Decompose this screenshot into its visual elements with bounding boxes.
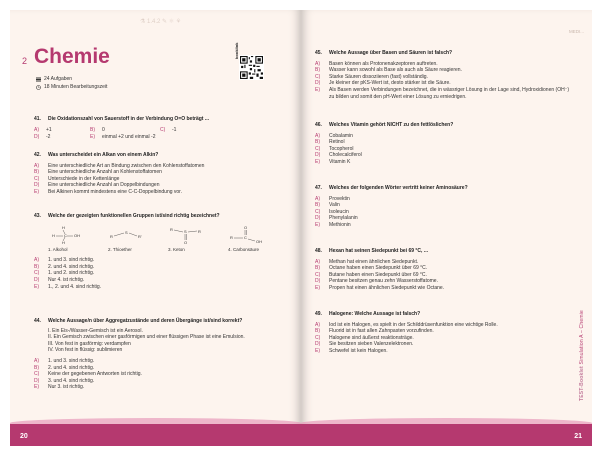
- left-page: [10, 10, 301, 446]
- answer-options: [34, 134, 284, 141]
- answer-options: [315, 61, 577, 101]
- svg-text:S: S: [125, 229, 128, 235]
- answer-options: [315, 259, 577, 292]
- answer-option[interactable]: B) Wasser kann sowohl als Base als auch als Säure reagieren.: [315, 67, 462, 74]
- answer-options: [34, 163, 289, 196]
- answer-option[interactable]: E) Bei Alkinen kommt mindestens eine C-C-Doppelbindung vor.: [34, 188, 182, 195]
- question-48: [315, 248, 577, 292]
- answer-option[interactable]: E) Nur 3. ist richtig.: [34, 384, 85, 391]
- answer-option[interactable]: A) Cobalamin: [315, 132, 353, 139]
- structure-carboxylic-acid: [228, 225, 280, 254]
- option-text[interactable]: -1: [172, 126, 177, 133]
- question-number: 44.: [34, 318, 41, 324]
- answer-option[interactable]: B) 2. und 4. sind richtig.: [34, 364, 95, 371]
- carboxylic-acid-structure-icon: [228, 225, 268, 245]
- answer-option[interactable]: B) Retinol: [315, 139, 345, 146]
- statement: IV. Von fest in flüssig: sublimieren: [48, 347, 123, 354]
- question-number: 47.: [315, 185, 322, 191]
- answer-option[interactable]: A) Eine unterschiedliche Art an Bindung zwischen den Kohlenstoffatomen: [34, 162, 205, 169]
- answer-option[interactable]: B) Octane haben einen Siedepunkt über 69 °C.: [315, 265, 428, 272]
- answer-option[interactable]: A) Basen können als Protonenakzeptoren auftreten.: [315, 60, 438, 67]
- simulation-label: Simulation A – Chemie: [579, 310, 585, 365]
- svg-text:OH: OH: [74, 232, 80, 238]
- question-45: [315, 50, 577, 100]
- question-41: [34, 116, 284, 141]
- qr-caption: booklink: [234, 42, 239, 59]
- chapter-title: Chemie: [34, 45, 110, 68]
- clock-icon: [36, 85, 41, 90]
- svg-text:H: H: [62, 224, 65, 230]
- question-text: Hexan hat seinen Siedepunkt bei 69 °C, ...: [329, 248, 428, 254]
- question-text: Welche der gezeigten funktionellen Gruppen ist/sind richtig bezeichnet?: [48, 213, 220, 219]
- option-text[interactable]: 0: [102, 126, 105, 133]
- statement: II. Ein Gemisch zwischen einer gasförmigen und einer flüssigen Phase ist eine Emulsion.: [48, 334, 245, 341]
- footer-band: [301, 424, 592, 446]
- answer-option[interactable]: A) Iod ist ein Halogen, es spielt in der Schilddrüsenfunktion eine wichtige Rolle.: [315, 321, 498, 328]
- svg-text:C: C: [64, 232, 67, 238]
- answer-option[interactable]: C) Isoleucin: [315, 208, 349, 215]
- list-icon: [36, 77, 41, 82]
- question-number: 42.: [34, 152, 41, 158]
- option-letter: B): [90, 126, 95, 133]
- question-47: [315, 185, 577, 229]
- option-text[interactable]: -2: [46, 134, 51, 141]
- question-number: 43.: [34, 213, 41, 219]
- booklet-label: TEST-Booklet: [579, 366, 585, 402]
- task-count: [36, 76, 72, 82]
- answer-option[interactable]: C) Starke Säuren dissoziieren (fast) vollständig.: [315, 73, 428, 80]
- statement: III. Von fest in gasförmig: verdampfen: [48, 340, 131, 347]
- option-letter: D): [34, 134, 40, 141]
- answer-option[interactable]: A) 1. und 3. sind richtig.: [34, 357, 95, 364]
- answer-options: [315, 133, 577, 166]
- answer-option[interactable]: D) Pentane besitzen genau zehn Wasserstoffatome.: [315, 278, 438, 285]
- answer-option[interactable]: E) Vitamin K: [315, 158, 351, 165]
- answer-option[interactable]: B) Fluorid ist in fast allen Zahnpasten vorzufinden.: [315, 328, 434, 335]
- question-text: Welche Aussage/n über Aggregatzustände und deren Übergänge ist/sind korrekt?: [48, 318, 243, 324]
- answer-option[interactable]: D) Eine unterschiedliche Anzahl an Doppelbindungen: [34, 182, 160, 189]
- question-text: Welches der folgenden Wörter vertritt keiner Aminosäure?: [329, 185, 468, 191]
- ketone-structure-icon: [168, 225, 208, 245]
- answer-option[interactable]: D) Nur 4. ist richtig.: [34, 276, 85, 283]
- question-46: [315, 122, 577, 166]
- task-count-label: 24 Aufgaben: [44, 76, 73, 82]
- answer-options: [315, 322, 577, 355]
- svg-text:S: S: [184, 228, 187, 234]
- page-number-left: 20: [20, 433, 28, 440]
- answer-option[interactable]: D) Cholecalciferol: [315, 152, 362, 159]
- option-letter: A): [34, 126, 39, 133]
- answer-option[interactable]: D) Phenylalanin: [315, 215, 358, 222]
- question-42: [34, 152, 289, 196]
- footer-band: [10, 424, 301, 446]
- running-header: MEDI...: [568, 29, 584, 34]
- answer-option[interactable]: C) Halogene sind äußerst reaktionsträge.: [315, 334, 414, 341]
- answer-options: [34, 358, 292, 391]
- answer-option[interactable]: C) Unterschiede in der Kettenlänge: [34, 175, 120, 182]
- side-section-label: [579, 310, 585, 401]
- structure-formulas: [34, 225, 289, 254]
- answer-option[interactable]: B) 2. und 4. sind richtig.: [34, 263, 95, 270]
- question-text: Welches Vitamin gehört NICHT zu den fettlöslichen?: [329, 122, 454, 128]
- answer-option[interactable]: E) Propen hat einen ähnlichen Siedepunkt wie Octane.: [315, 284, 445, 291]
- svg-text:R': R': [138, 233, 142, 239]
- answer-option[interactable]: D) Sie besitzen sieben Valenzelektronen.: [315, 341, 414, 348]
- question-number: 41.: [34, 116, 41, 122]
- question-43: [34, 213, 289, 290]
- answer-option[interactable]: A) 1. und 3. sind richtig.: [34, 257, 95, 264]
- thioether-structure-icon: [108, 225, 148, 245]
- svg-text:R: R: [198, 228, 201, 234]
- answer-option[interactable]: B) Valin: [315, 202, 340, 209]
- answer-option[interactable]: C) Tocopherol: [315, 145, 354, 152]
- qr-code[interactable]: [239, 55, 264, 80]
- option-text[interactable]: einmal +2 und einmal -2: [102, 134, 156, 141]
- chapter-number: 2: [22, 56, 28, 66]
- statement-list: [34, 328, 292, 354]
- question-text: Welche Aussage über Basen und Säuren ist falsch?: [329, 50, 453, 56]
- question-text: Die Oxidationszahl von Sauerstoff in der Verbindung O=O beträgt ...: [48, 116, 209, 122]
- svg-text:R: R: [230, 234, 233, 240]
- structure-thioether: [108, 225, 160, 254]
- qr-code-icon: [240, 56, 263, 79]
- structure-ketone: [168, 225, 220, 254]
- question-text: Halogene: Welche Aussage ist falsch?: [329, 311, 421, 317]
- option-letter: E): [90, 134, 95, 141]
- option-text[interactable]: +1: [46, 126, 52, 133]
- answer-options: [315, 196, 577, 229]
- question-44: [34, 318, 292, 391]
- answer-option[interactable]: A) Provektin: [315, 195, 350, 202]
- answer-options: [34, 257, 289, 290]
- answer-option[interactable]: A) Methan hat einen ähnlichen Siedepunkt.: [315, 258, 419, 265]
- answer-option[interactable]: C) 1. und 2. sind richtig.: [34, 270, 95, 277]
- answer-option[interactable]: C) Butane haben einen Siedepunkt über 69 °C.: [315, 271, 427, 278]
- answer-options: [34, 127, 284, 134]
- question-number: 46.: [315, 122, 322, 128]
- svg-text:OH: OH: [256, 238, 262, 244]
- answer-option[interactable]: C) Keine der gegebenen Antworten ist richtig.: [34, 371, 142, 378]
- answer-option[interactable]: D) Je kleiner der pKS-Wert ist, desto stärker ist die Säure.: [315, 80, 451, 87]
- structure-caption: 3. Keton: [168, 246, 185, 252]
- svg-text:H: H: [62, 239, 65, 245]
- svg-text:H: H: [52, 232, 55, 238]
- svg-text:C: C: [244, 234, 247, 240]
- answer-option[interactable]: E) 1., 2. und 4. sind richtig.: [34, 283, 102, 290]
- svg-text:O: O: [244, 224, 248, 230]
- statement: I. Ein Eis-/Wasser-Gemisch ist ein Aerosol.: [48, 327, 143, 334]
- decorative-background: ⚗ 1.4.2 ✎ ⚛ ⚘: [140, 19, 182, 25]
- time-limit-label: 18 Minuten Bearbeitungszeit: [44, 84, 108, 90]
- question-text: Was unterscheidet ein Alkan von einem Alkin?: [48, 152, 159, 158]
- answer-option[interactable]: B) Eine unterschiedliche Anzahl an Kohlenstoffatomen: [34, 169, 162, 176]
- open-book: [10, 10, 592, 446]
- svg-text:R: R: [110, 233, 113, 239]
- question-number: 48.: [315, 248, 322, 254]
- answer-option[interactable]: D) 3. und 4. sind richtig.: [34, 377, 95, 384]
- time-limit: [36, 84, 107, 90]
- answer-option[interactable]: E) Als Basen werden Verbindungen bezeichnet, die in wässriger Lösung in der Lage sind, Hydroxidionen (OH⁻) zu bilden und somit den pH-Wert einer Lösung zu erniedrigen.: [315, 86, 570, 100]
- question-49: [315, 311, 577, 355]
- page-number-right: 21: [574, 433, 582, 440]
- svg-text:O: O: [184, 239, 188, 245]
- structure-caption: 2. Thioether: [108, 246, 132, 252]
- right-page: [301, 10, 592, 446]
- answer-option[interactable]: E) Methionin: [315, 221, 351, 228]
- structure-caption: 1. Alkohol: [48, 246, 68, 252]
- svg-text:R: R: [170, 226, 173, 232]
- answer-option[interactable]: E) Schwefel ist kein Halogen.: [315, 347, 388, 354]
- structure-alcohol: [48, 225, 100, 254]
- question-number: 49.: [315, 311, 322, 317]
- structure-caption: 4. Carbonsäure: [228, 246, 260, 252]
- question-number: 45.: [315, 50, 322, 56]
- option-letter: C): [160, 126, 166, 133]
- alcohol-structure-icon: [48, 225, 88, 245]
